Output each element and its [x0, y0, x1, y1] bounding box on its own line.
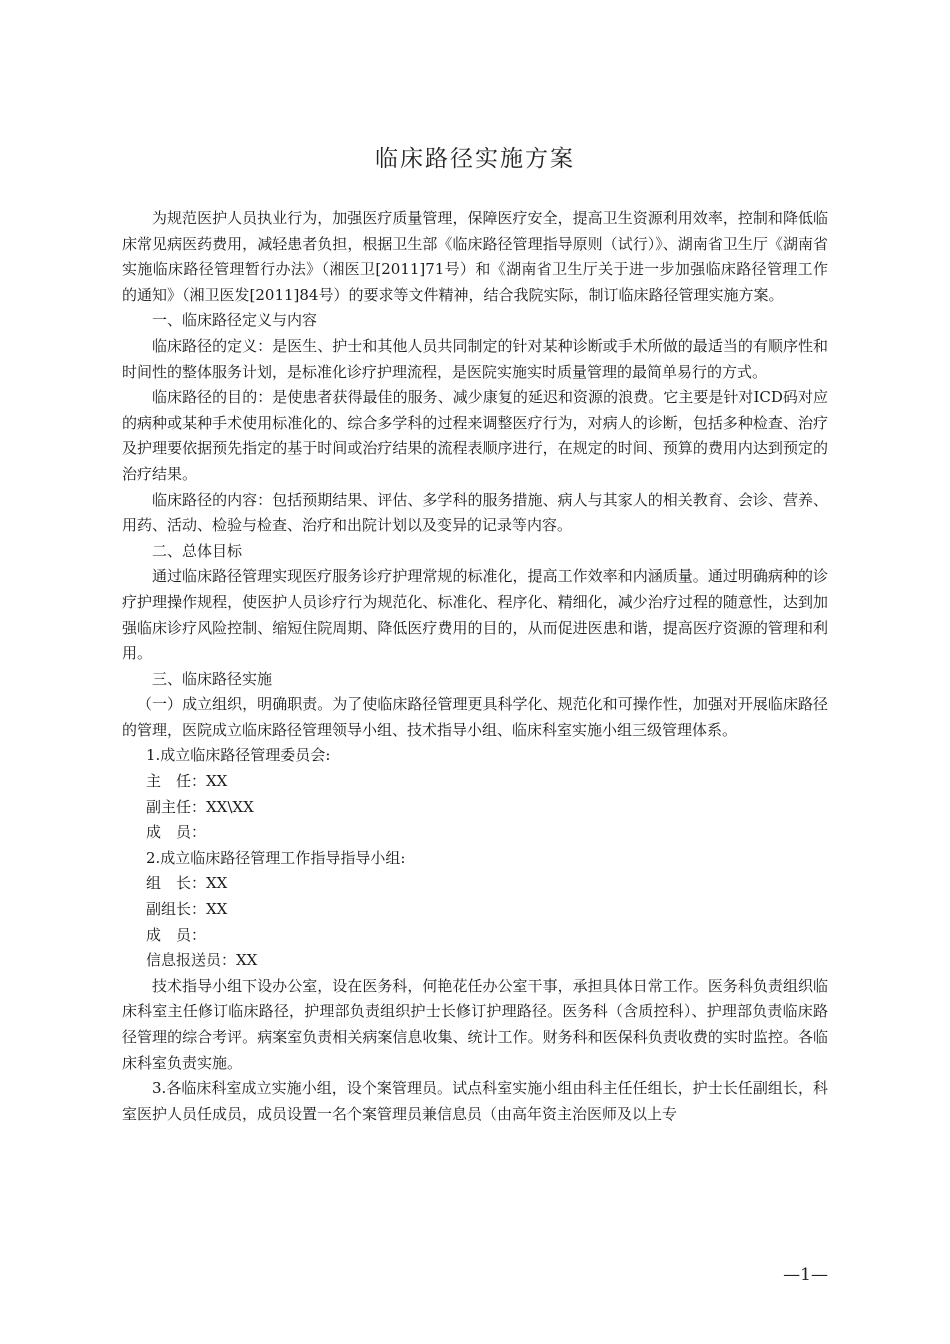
- paragraph-goals: 通过临床路径管理实现医疗服务诊疗护理常规的标准化，提高工作效率和内涵质量。通过明确病种的诊疗护理操作规程，使医护人员诊疗行为规范化、标准化、程序化、精细化，减少治疗过程的随意性，达到加强临床诊疗风险控制、缩短住院周期、降低医疗费用的目的，从而促进医患和谐，提高医疗资源的管理和利用。: [122, 567, 828, 663]
- section-heading-1: 一、临床路径定义与内容: [152, 311, 318, 330]
- page-number: —1—: [783, 1265, 828, 1285]
- paragraph-intro: 为规范医护人员执业行为，加强医疗质量管理，保障医疗安全，提高卫生资源利用效率，控制和降低临床常见病医药费用，减轻患者负担，根据卫生部《临床路径管理指导原则（试行）》、湖南省卫生厅《湖南省实施临床路径管理暂行办法》（湘医卫[2011]71号）和《湖南省卫生厅关于进一步加强临床路径管理工作的通知》（湘卫医发[2011]84号）的要求等文件精神，结合我院实际，制订临床路径管理实施方案。: [122, 209, 828, 304]
- section-heading-3: 三、临床路径实施: [152, 669, 273, 688]
- paragraph-office: 技术指导小组下设办公室，设在医务科，何艳花任办公室干事，承担具体日常工作。医务科负责组织临床科室主任修订临床路径，护理部负责组织护士长修订护理路径。医务科（含质控科）、护理部负责临床路径管理的综合考评。病案室负责相关病案信息收集、统计工作。财务科和医保科负责收费的实时监控。各临床科室负责实施。: [122, 976, 828, 1072]
- list-item-director: 主 任：XX: [146, 772, 228, 791]
- list-item-committee: 1.成立临床路径管理委员会:: [146, 746, 331, 765]
- section-heading-2: 二、总体目标: [152, 541, 243, 560]
- list-item-members: 成 员：: [146, 823, 207, 842]
- document-body: [122, 206, 828, 1127]
- list-item-info-reporter: 信息报送员：XX: [146, 951, 258, 970]
- list-item-deputy-leader: 副组长：XX: [146, 900, 228, 919]
- paragraph-organization: （一）成立组织，明确职责。为了使临床路径管理更具科学化、规范化和可操作性，加强对开展临床路径的管理，医院成立临床路径管理领导小组、技术指导小组、临床科室实施小组三级管理体系。: [122, 695, 828, 739]
- document-title: 临床路径实施方案: [375, 146, 575, 172]
- paragraph-definition: 临床路径的定义：是医生、护士和其他人员共同制定的针对某种诊断或手术所做的最适当的有顺序性和时间性的整体服务计划，是标准化诊疗护理流程，是医院实施实时质量管理的最简单易行的方式。: [122, 336, 828, 381]
- list-item-group-members: 成 员：: [146, 925, 207, 944]
- list-item-guidance-group: 2.成立临床路径管理工作指导指导小组:: [146, 848, 406, 867]
- list-item-group-leader: 组 长：XX: [146, 874, 228, 893]
- list-item-deputy-director: 副主任：XX\XX: [146, 797, 254, 816]
- paragraph-department-groups: 3.各临床科室成立实施小组，设个案管理员。试点科室实施小组由科主任任组长，护士长任副组长，科室医护人员任成员，成员设置一名个案管理员兼信息员（由高年资主治医师及以上专: [122, 1079, 828, 1123]
- paragraph-purpose: 临床路径的目的：是使患者获得最佳的服务、减少康复的延迟和资源的浪费。它主要是针对ICD码对应的病种或某种手术使用标准化的、综合多学科的过程来调整医疗行为，对病人的诊断，包括多种检查、治疗及护理要依据预先指定的基于时间或治疗结果的流程表顺序进行，在规定的时间、预算的费用内达到预定的治疗结果。: [122, 388, 828, 483]
- paragraph-content: 临床路径的内容：包括预期结果、评估、多学科的服务措施、病人与其家人的相关教育、会诊、营养、用药、活动、检验与检查、治疗和出院计划以及变异的记录等内容。: [122, 490, 828, 535]
